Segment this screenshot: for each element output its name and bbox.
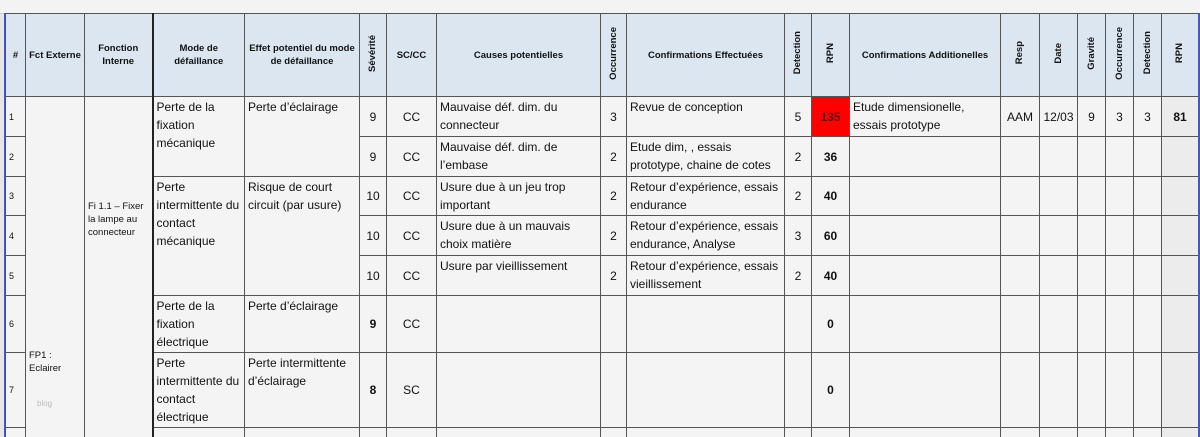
table-row [6,177,1199,216]
conf-add-cell[interactable] [850,428,1001,437]
occurrence-cell[interactable]: 2 [601,177,627,216]
cause-cell[interactable] [437,296,601,353]
header-detection2-label: Detection [1141,31,1153,75]
confirmation-cell[interactable] [627,428,785,437]
fonction-interne-cell[interactable]: Fi 1.1 – Fixer la lampe au connecteur [85,97,153,437]
occurrence2-cell[interactable] [1106,296,1134,353]
resp-cell[interactable] [1001,296,1040,353]
resp-cell[interactable] [1001,428,1040,437]
header-gravite [1078,14,1106,97]
row-number[interactable]: 6 [6,296,26,353]
header-row [6,14,1199,97]
detection-cell[interactable] [785,353,812,428]
detection2-cell[interactable]: 3 [1134,97,1162,137]
row-number[interactable]: 5 [6,256,26,296]
rpn2-cell[interactable] [1162,428,1199,437]
mode-cell[interactable]: Perte intermittente du contact électrique [153,353,245,428]
rpn-cell[interactable] [812,428,850,437]
date-cell[interactable]: 12/03 [1040,97,1078,137]
row-number[interactable]: 7 [6,353,26,428]
sccc-cell[interactable] [387,428,437,437]
header-fct-externe: Fct Externe [26,14,85,97]
rpn2-cell[interactable] [1162,177,1199,216]
occurrence-cell[interactable]: 2 [601,256,627,296]
confirmation-cell[interactable]: Retour d’expérience, essais endurance, Analyse [627,216,785,256]
header-gravite-label: Gravité [1085,36,1097,70]
header-detection2 [1134,14,1162,97]
gravite-cell[interactable] [1078,428,1106,437]
occurrence2-cell[interactable] [1106,177,1134,216]
occurrence-cell[interactable]: 2 [601,137,627,177]
fmea-table [5,13,1199,437]
detection-cell[interactable]: 2 [785,137,812,177]
conf-add-cell[interactable] [850,256,1001,296]
occurrence2-cell[interactable] [1106,137,1134,177]
fmea-sheet[interactable] [4,13,1200,437]
rpn-cell[interactable]: 135 [812,97,850,137]
table-row [6,353,1199,428]
detection-cell[interactable] [785,296,812,353]
resp-cell[interactable] [1001,216,1040,256]
resp-cell[interactable] [1001,177,1040,216]
fct-externe-cell[interactable] [26,97,85,437]
header-severite-label: Sévérité [367,34,378,72]
occurrence-cell[interactable] [601,296,627,353]
date-cell[interactable] [1040,296,1078,353]
detection2-cell[interactable] [1134,216,1162,256]
confirmation-cell[interactable]: Revue de conception [627,97,785,137]
date-cell[interactable] [1040,216,1078,256]
cause-cell[interactable]: Usure due à un mauvais choix matière [437,216,601,256]
effet-cell[interactable]: Risque de court circuit (par usure) [245,177,360,296]
gravite-cell[interactable] [1078,256,1106,296]
row-number[interactable]: 4 [6,216,26,256]
gravite-cell[interactable]: 9 [1078,97,1106,137]
occurrence-cell[interactable] [601,428,627,437]
rpn2-cell[interactable] [1162,216,1199,256]
rpn2-cell[interactable] [1162,296,1199,353]
detection-cell[interactable]: 3 [785,216,812,256]
detection2-cell[interactable] [1134,256,1162,296]
date-cell[interactable] [1040,256,1078,296]
gravite-cell[interactable] [1078,296,1106,353]
row-number[interactable] [6,428,26,437]
row-number[interactable]: 1 [6,97,26,137]
occurrence2-cell[interactable] [1106,216,1134,256]
confirmation-cell[interactable]: Retour d’expérience, essais endurance [627,177,785,216]
occurrence2-cell[interactable] [1106,353,1134,428]
cause-cell[interactable]: Usure due à un jeu trop important [437,177,601,216]
cause-cell[interactable] [437,428,601,437]
occurrence-cell[interactable]: 3 [601,97,627,137]
header-rpn2 [1162,14,1199,97]
sccc-cell[interactable]: SC [387,353,437,428]
header-resp-label: Resp [1014,41,1025,65]
detection-cell[interactable] [785,428,812,437]
effet-cell[interactable]: Perte intermittente d’éclairage [245,353,360,428]
rpn2-cell[interactable] [1162,353,1199,428]
confirmation-cell[interactable] [627,296,785,353]
rpn-cell[interactable]: 40 [812,177,850,216]
header-rpn2-label: RPN [1174,42,1185,64]
severite-cell[interactable]: 8 [360,353,387,428]
severite-cell[interactable]: 9 [360,296,387,353]
occurrence-cell[interactable]: 2 [601,216,627,256]
confirmation-cell[interactable]: Etude dim, , essais prototype, chaine de cotes [627,137,785,177]
detection2-cell[interactable] [1134,177,1162,216]
detection2-cell[interactable] [1134,353,1162,428]
table-row [6,428,1199,437]
watermark: blog [37,399,53,408]
conf-add-cell[interactable] [850,137,1001,177]
conf-add-cell[interactable] [850,353,1001,428]
effet-cell[interactable]: Perte d’éclairage [245,296,360,353]
mode-cell[interactable]: Perte de la fixation électrique [153,296,245,353]
severite-cell[interactable]: 10 [360,216,387,256]
rpn-cell[interactable]: 0 [812,353,850,428]
sccc-cell[interactable]: CC [387,177,437,216]
mode-cell[interactable]: Perte intermittente du contact mécanique [153,177,245,296]
sccc-cell[interactable]: CC [387,256,437,296]
header-occurrence [601,14,627,97]
gravite-cell[interactable] [1078,216,1106,256]
detection-cell[interactable]: 5 [785,97,812,137]
header-rpn-label: RPN [824,42,836,64]
cause-cell[interactable]: Mauvaise déf. dim. de l’embase [437,137,601,177]
sccc-cell[interactable]: CC [387,296,437,353]
occurrence2-cell[interactable]: 3 [1106,97,1134,137]
cause-cell[interactable] [437,353,601,428]
cause-cell[interactable]: Usure par vieillissement [437,256,601,296]
occurrence2-cell[interactable] [1106,256,1134,296]
conf-add-cell[interactable]: Etude dimensionelle, essais prototype [850,97,1001,137]
resp-cell[interactable] [1001,353,1040,428]
conf-add-cell[interactable] [850,177,1001,216]
header-occurrence-label: Occurrence [607,26,619,80]
header-rpn [812,14,850,97]
date-cell[interactable] [1040,353,1078,428]
header-fonction-interne: Fonction Interne [85,14,153,97]
conf-add-cell[interactable] [850,216,1001,256]
row-number[interactable]: 2 [6,137,26,177]
gravite-cell[interactable] [1078,353,1106,428]
header-sccc: SC/CC [387,14,437,97]
sccc-cell[interactable]: CC [387,216,437,256]
table-row [6,296,1199,353]
header-resp [1001,14,1040,97]
header-conf-add: Confirmations Additionelles [850,14,1001,97]
header-severite [360,14,387,97]
header-occurrence2 [1106,14,1134,97]
resp-cell[interactable] [1001,137,1040,177]
gravite-cell[interactable] [1078,177,1106,216]
severite-cell[interactable]: 9 [360,137,387,177]
detection-cell[interactable]: 2 [785,177,812,216]
header-occurrence2-label: Occurrence [1113,26,1125,80]
effet-cell[interactable]: Perte d’éclairage [245,97,360,177]
severite-cell[interactable] [360,428,387,437]
effet-cell[interactable] [245,428,360,437]
severite-cell[interactable]: 10 [360,256,387,296]
resp-cell[interactable] [1001,256,1040,296]
header-detection-label: Detection [792,31,803,75]
occurrence2-cell[interactable] [1106,428,1134,437]
header-date-label: Date [1052,42,1064,64]
rpn2-cell[interactable] [1162,256,1199,296]
header-detection [785,14,812,97]
gravite-cell[interactable] [1078,137,1106,177]
rpn2-cell[interactable]: 81 [1162,97,1199,137]
row-number[interactable]: 3 [6,177,26,216]
detection2-cell[interactable] [1134,296,1162,353]
detection-cell[interactable]: 2 [785,256,812,296]
header-effet: Effet potentiel du mode de défaillance [245,14,360,97]
severite-cell[interactable]: 10 [360,177,387,216]
rpn-cell[interactable]: 0 [812,296,850,353]
header-mode: Mode de défaillance [153,14,245,97]
rpn-cell[interactable]: 60 [812,216,850,256]
detection2-cell[interactable] [1134,428,1162,437]
date-cell[interactable] [1040,177,1078,216]
header-causes: Causes potentielles [437,14,601,97]
date-cell[interactable] [1040,428,1078,437]
occurrence-cell[interactable] [601,353,627,428]
header-date [1040,14,1078,97]
rpn-cell[interactable]: 36 [812,137,850,177]
date-cell[interactable] [1040,137,1078,177]
cause-cell[interactable]: Mauvaise déf. dim. du connecteur [437,97,601,137]
confirmation-cell[interactable] [627,353,785,428]
rpn2-cell[interactable] [1162,137,1199,177]
header-num: # [6,14,26,97]
rpn-cell[interactable]: 40 [812,256,850,296]
confirmation-cell[interactable]: Retour d’expérience, essais vieillissement [627,256,785,296]
table-row [6,97,1199,137]
toolbar-strip [0,0,1200,14]
mode-cell[interactable] [153,428,245,437]
sccc-cell[interactable]: CC [387,137,437,177]
conf-add-cell[interactable] [850,296,1001,353]
detection2-cell[interactable] [1134,137,1162,177]
sccc-cell[interactable]: CC [387,97,437,137]
severite-cell[interactable]: 9 [360,97,387,137]
header-confirmations: Confirmations Effectuées [627,14,785,97]
fct-externe-text: FP1 : Eclairer [29,350,62,374]
mode-cell[interactable]: Perte de la fixation mécanique [153,97,245,177]
resp-cell[interactable]: AAM [1001,97,1040,137]
